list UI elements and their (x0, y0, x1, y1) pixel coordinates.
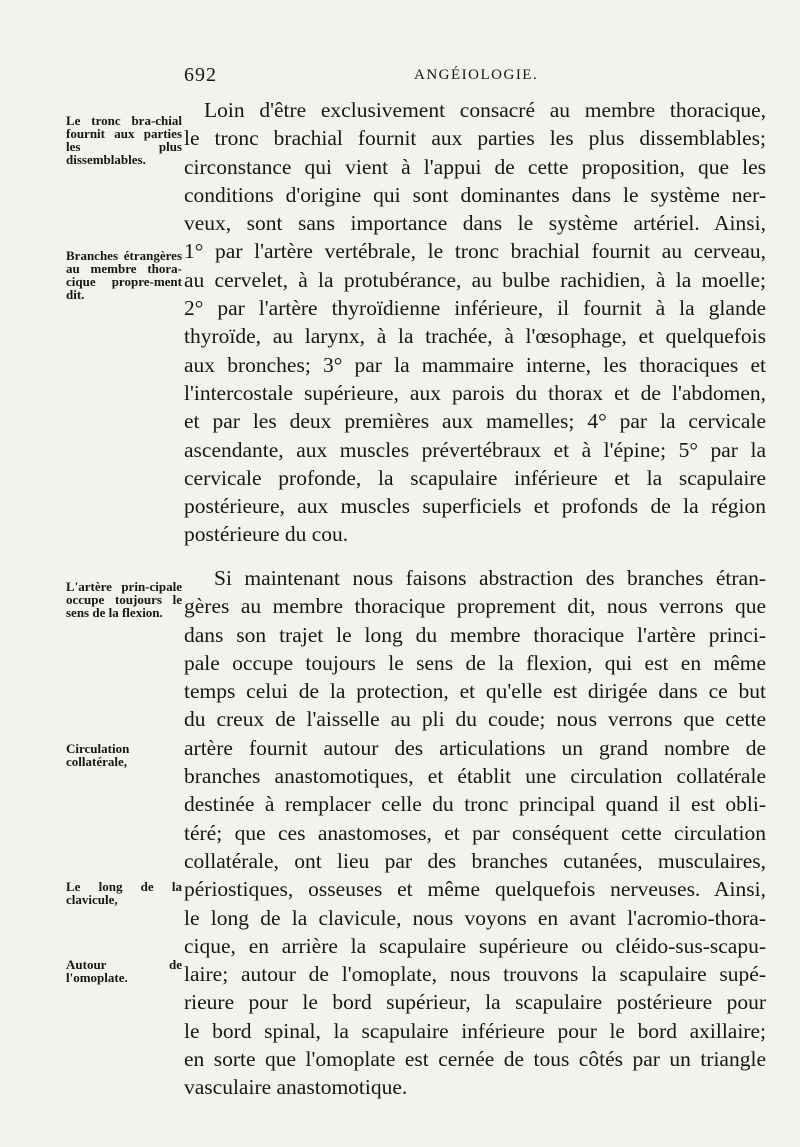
paragraph-2 (184, 564, 766, 1102)
paragraph-line: au cervelet, à la protubérance, au bulbe rachidien, à la moelle; (184, 267, 766, 292)
sidenote-tronc-brachial: Le tronc bra-chial fournit aux parties les plus dissemblables. (66, 113, 182, 167)
paragraph-1 (184, 96, 766, 549)
paragraph-line: temps celui de la protection, et qu'elle est dirigée dans ce but (184, 679, 766, 704)
paragraph-line: périostiques, osseuses et même quelquefois nerveuses. Ainsi, (184, 877, 766, 902)
paragraph-line: en sorte que l'omoplate est cernée de tous côtés par un triangle (184, 1047, 766, 1072)
paragraph-line: le long de la clavicule, nous voyons en avant l'acromio-thora- (184, 905, 766, 930)
paragraph-line: rieure pour le bord supérieur, la scapulaire postérieure pour (184, 990, 766, 1015)
paragraph-line: aux bronches; 3° par la mammaire interne, les thoraciques et (184, 352, 766, 377)
paragraph-line: 1° par l'artère vertébrale, le tronc brachial fournit au cerveau, (184, 239, 766, 264)
sidenote-circulation-collaterale: Circulation collatérale, (66, 741, 130, 769)
sidenote-clavicule: Le long de la clavicule, (66, 879, 182, 907)
paragraph-line: vasculaire anastomotique. (184, 1075, 408, 1100)
paragraph-line: pale occupe toujours le sens de la flexion, qui est en même (184, 650, 766, 675)
sidenote-artere-principale: L'artère prin-cipale occupe toujours le sens de la flexion. (66, 579, 182, 620)
sidenote-omoplate: Autour de l'omoplate. (66, 957, 182, 985)
paragraph-line: postérieure, aux muscles superficiels et profonds de la région (184, 494, 766, 519)
paragraph-line: dans son trajet le long du membre thoracique l'artère princi- (184, 622, 766, 647)
paragraph-line: artère fournit autour des articulations un grand nombre de (184, 735, 766, 760)
running-title: ANGÉIOLOGIE. (414, 67, 539, 83)
paragraph-line: téré; que ces anastomoses, et par conséquent cette circulation (184, 820, 766, 845)
paragraph-line: Si maintenant nous faisons abstraction des branches étran- (214, 566, 766, 590)
paragraph-line: circonstance qui vient à l'appui de cette proposition, que les (184, 154, 766, 179)
paragraph-line: du creux de l'aisselle au pli du coude; nous verrons que cette (184, 707, 766, 732)
paragraph-line: Loin d'être exclusivement consacré au membre thoracique, (204, 98, 766, 122)
paragraph-line: et par les deux premières aux mamelles; 4° par la cervicale (184, 409, 766, 434)
paragraph-line: branches anastomotiques, et établit une circulation collatérale (184, 764, 766, 789)
paragraph-line: cique, en arrière la scapulaire supérieure ou cléido-sus-scapu- (184, 933, 766, 958)
paragraph-line: destinée à remplacer celle du tronc principal quand il est obli- (184, 792, 766, 817)
paragraph-line: cervicale profonde, la scapulaire inférieure et la scapulaire (184, 465, 766, 490)
paragraph-line: l'intercostale supérieure, aux parois du thorax et de l'abdomen, (184, 380, 766, 405)
page-header (184, 64, 766, 88)
paragraph-line: 2° par l'artère thyroïdienne inférieure, il fournit à la glande (184, 296, 766, 321)
paragraph-line: gères au membre thoracique proprement dit, nous verrons que (184, 594, 766, 619)
page-number: 692 (184, 64, 217, 86)
paragraph-line: laire; autour de l'omoplate, nous trouvons la scapulaire supé- (184, 962, 766, 987)
paragraph-line: le bord spinal, la scapulaire inférieure pour le bord axillaire; (184, 1018, 766, 1043)
paragraph-line: postérieure du cou. (184, 522, 349, 547)
paragraph-line: conditions d'origine qui sont dominantes dans le système ner- (184, 182, 766, 207)
sidenote-branches-etrangeres: Branches étrangères au membre thora-cique propre-ment dit. (66, 248, 182, 302)
paragraph-line: thyroïde, au larynx, à la trachée, à l'œsophage, et quelquefois (184, 324, 766, 349)
paragraph-line: ascendante, aux muscles prévertébraux et à l'épine; 5° par la (184, 437, 766, 462)
paragraph-line: collatérale, ont lieu par des branches cutanées, musculaires, (184, 848, 766, 873)
paragraph-line: veux, sont sans importance dans le système artériel. Ainsi, (184, 211, 766, 236)
paragraph-line: le tronc brachial fournit aux parties les plus dissemblables; (184, 126, 766, 151)
